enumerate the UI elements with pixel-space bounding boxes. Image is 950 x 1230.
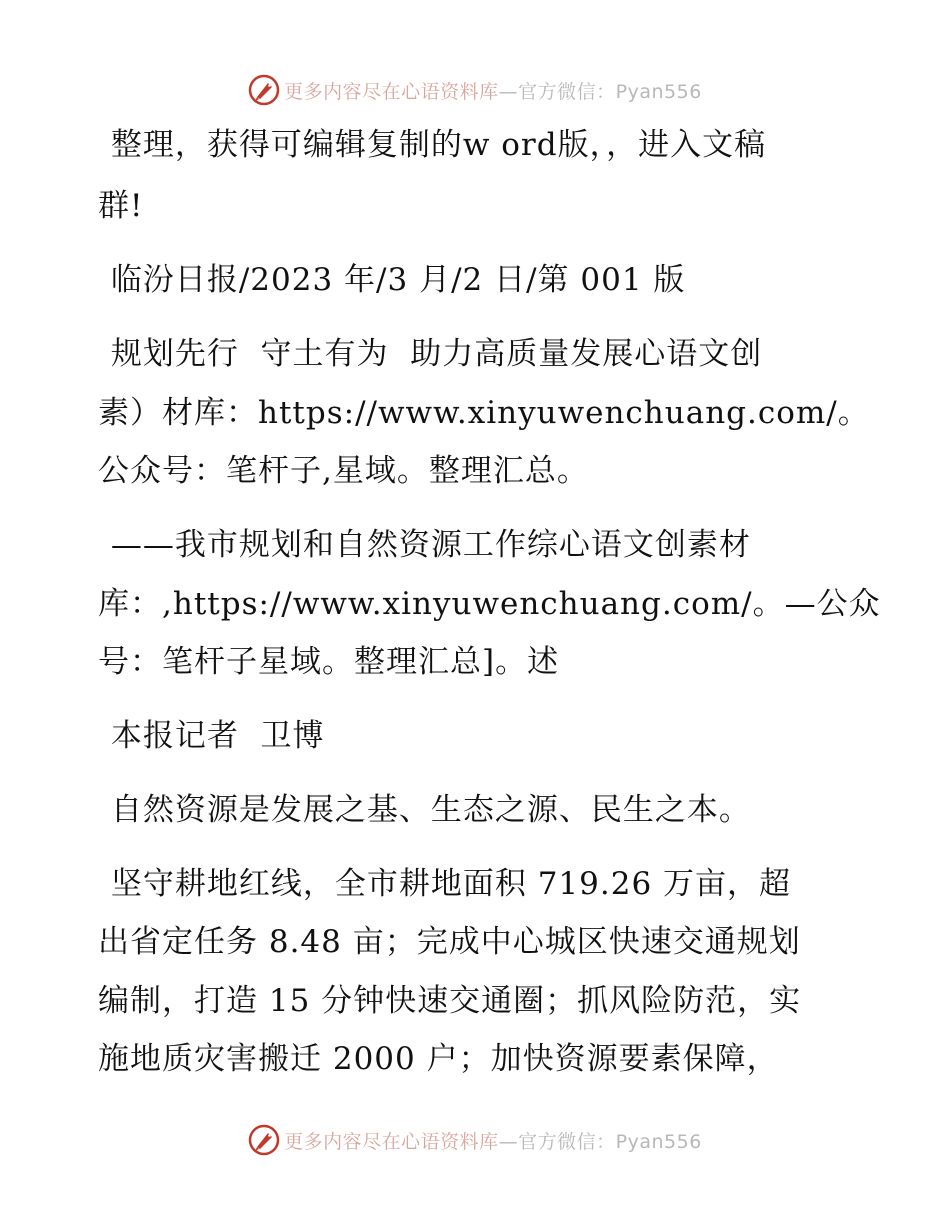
- body-line: 自然资源是发展之基、生态之源、民生之本。: [100, 792, 751, 828]
- body-line: 施地质灾害搬迁 2000 户；加快资源要素保障，: [98, 1041, 779, 1077]
- footer-banner-text: [284, 1127, 702, 1154]
- header-wechat-text: —官方微信：Pyan556: [498, 80, 702, 103]
- body-line: 公众号：笔杆子,星域。整理汇总。: [98, 453, 589, 489]
- body-line: 整理，获得可编辑复制的w ord版，，进入文稿: [100, 127, 767, 163]
- body-line: 出省定任务 8.48 亩；完成中心城区快速交通规划: [98, 924, 801, 960]
- body-line: 编制，打造 15 分钟快速交通圈；抓风险防范，实: [98, 983, 802, 1019]
- body-line: 库：,https://www.xinyuwenchuang.com/。—公众: [98, 586, 881, 622]
- header-banner-text: [284, 77, 702, 104]
- body-line: 坚守耕地红线，全市耕地面积 719.26 万亩，超: [100, 866, 792, 902]
- body-line: 临汾日报/2023 年/3 月/2 日/第 001 版: [100, 262, 686, 298]
- header-watermark-banner: [0, 70, 950, 110]
- footer-wechat-text: —官方微信：Pyan556: [498, 1130, 702, 1153]
- body-line: 规划先行 守土有为 助力高质量发展心语文创: [100, 336, 763, 372]
- footer-watermark-banner: [0, 1120, 950, 1160]
- body-line: 号：笔杆子星域。整理汇总]。述: [98, 644, 560, 680]
- body-line: 本报记者 卫博: [100, 718, 325, 754]
- footer-site-text: 更多内容尽在心语资料库: [284, 1130, 499, 1153]
- body-line: 素）材库：https://www.xinyuwenchuang.com/。: [98, 395, 870, 431]
- body-line: ——我市规划和自然资源工作综心语文创素材: [100, 527, 751, 563]
- pen-nib-logo-icon: [248, 74, 280, 106]
- pen-nib-logo-icon: [248, 1124, 280, 1156]
- header-site-text: 更多内容尽在心语资料库: [284, 80, 499, 103]
- body-line: 群!: [98, 188, 144, 224]
